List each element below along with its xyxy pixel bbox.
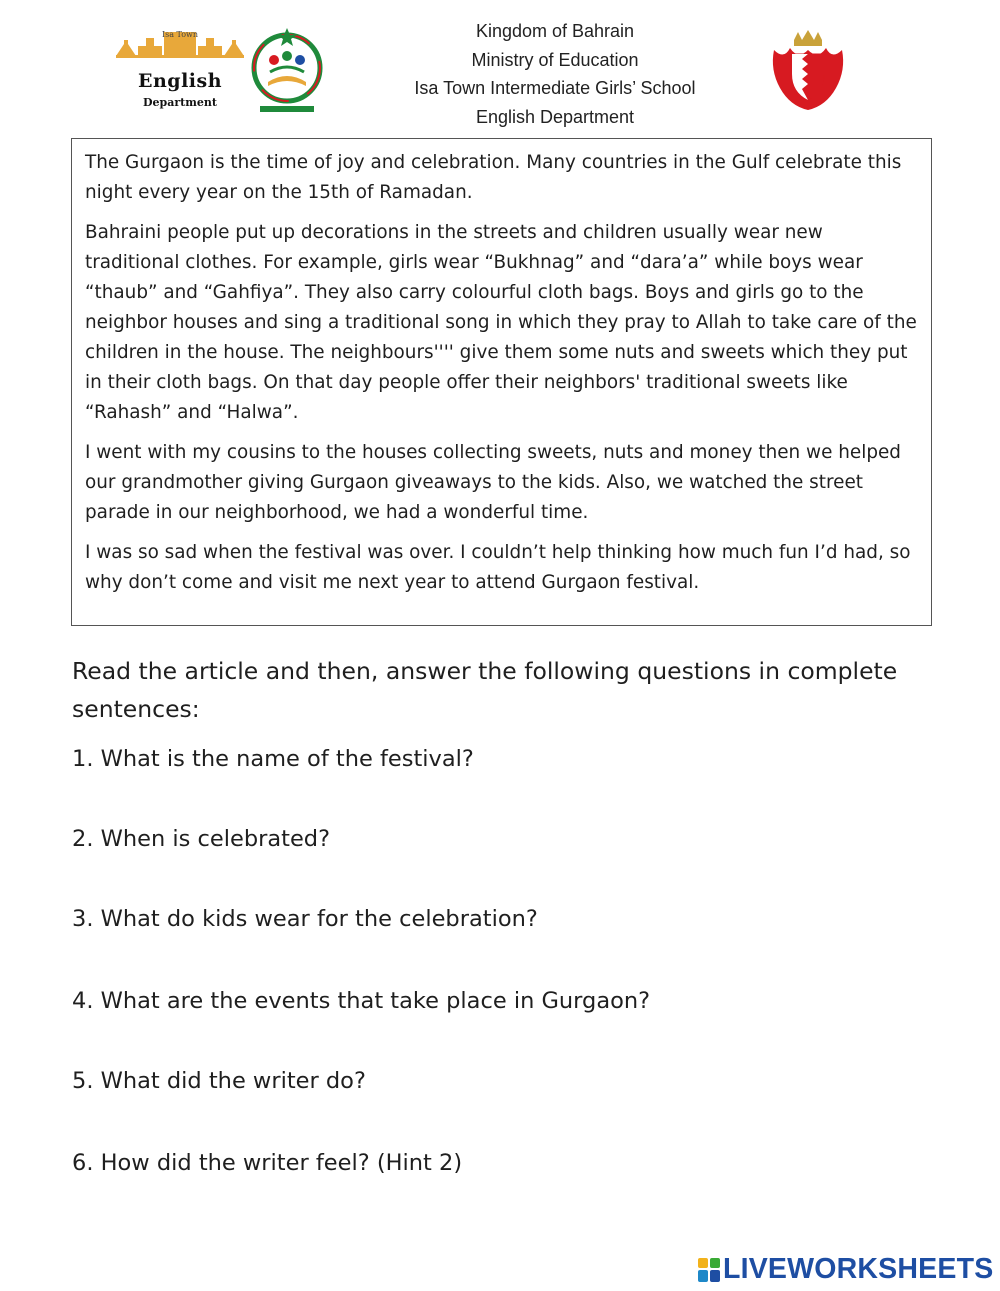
question-5: 5. What did the writer do? (72, 1068, 366, 1094)
english-department-logo (114, 26, 246, 118)
article-paragraph: The Gurgaon is the time of joy and celebration. Many countries in the Gulf celebrate this night every year on the 15th of Ramadan. (85, 152, 902, 203)
ministry-line-ministry: Ministry of Education (471, 49, 639, 70)
ministry-line-department: English Department (475, 106, 635, 127)
question-6: 6. How did the writer feel? (Hint 2) (72, 1150, 463, 1176)
liveworksheets-brand-text: LIVEWORKSHEETS (723, 1253, 994, 1285)
logo-town-text: Isa Town (161, 30, 199, 39)
liveworksheets-brand (698, 1252, 998, 1288)
question-4: 4. What are the events that take place in Gurgaon? (72, 988, 651, 1014)
question-2: 2. When is celebrated? (72, 826, 331, 852)
ministry-line-kingdom: Kingdom of Bahrain (475, 21, 635, 41)
article-paragraph: I went with my cousins to the houses collecting sweets, nuts and money then we helped our grandmother giving Gurgaon giveaways to the kids. Also, we watched the street parade in our neighborhood, we had a wonderful time. (85, 442, 901, 523)
question-1: 1. What is the name of the festival? (72, 746, 474, 772)
logo-sub-text: Department (143, 96, 217, 109)
article-paragraph: Bahraini people put up decorations in the streets and children usually wear new traditional clothes. For example, girls wear “Bukhnag” and “dara’a” while boys wear “thaub” and “Gahfiya”. They also carry colourful cloth bags. Boys and girls go to the neighbor houses and sing a traditional song in which they pray to Allah to take care of the children in the house. The neighbours'''' give them some nuts and sweets which they put in their cloth bags. On that day people offer their neighbors' traditional sweets like “Rahash” and “Halwa”. (85, 222, 917, 423)
school-emblem-icon (250, 26, 324, 118)
ministry-emblem-logo (250, 26, 324, 118)
article-box (71, 138, 932, 626)
ministry-line-school: Isa Town Intermediate Girls’ School (414, 78, 696, 98)
logo-main-text: English (137, 70, 223, 92)
bahrain-coat-of-arms (768, 30, 848, 112)
question-3: 3. What do kids wear for the celebration? (72, 906, 538, 932)
instructions-text: Read the article and then, answer the following questions in complete sentences: (72, 657, 898, 723)
page-header (0, 0, 1000, 135)
ministry-heading (400, 17, 710, 131)
coat-of-arms-icon (768, 30, 848, 112)
article-paragraph: I was so sad when the festival was over. I couldn’t help thinking how much fun I’d had, so why don’t come and visit me next year to attend Gurgaon festival. (85, 542, 911, 593)
liveworksheets-logo-icon (698, 1258, 720, 1282)
